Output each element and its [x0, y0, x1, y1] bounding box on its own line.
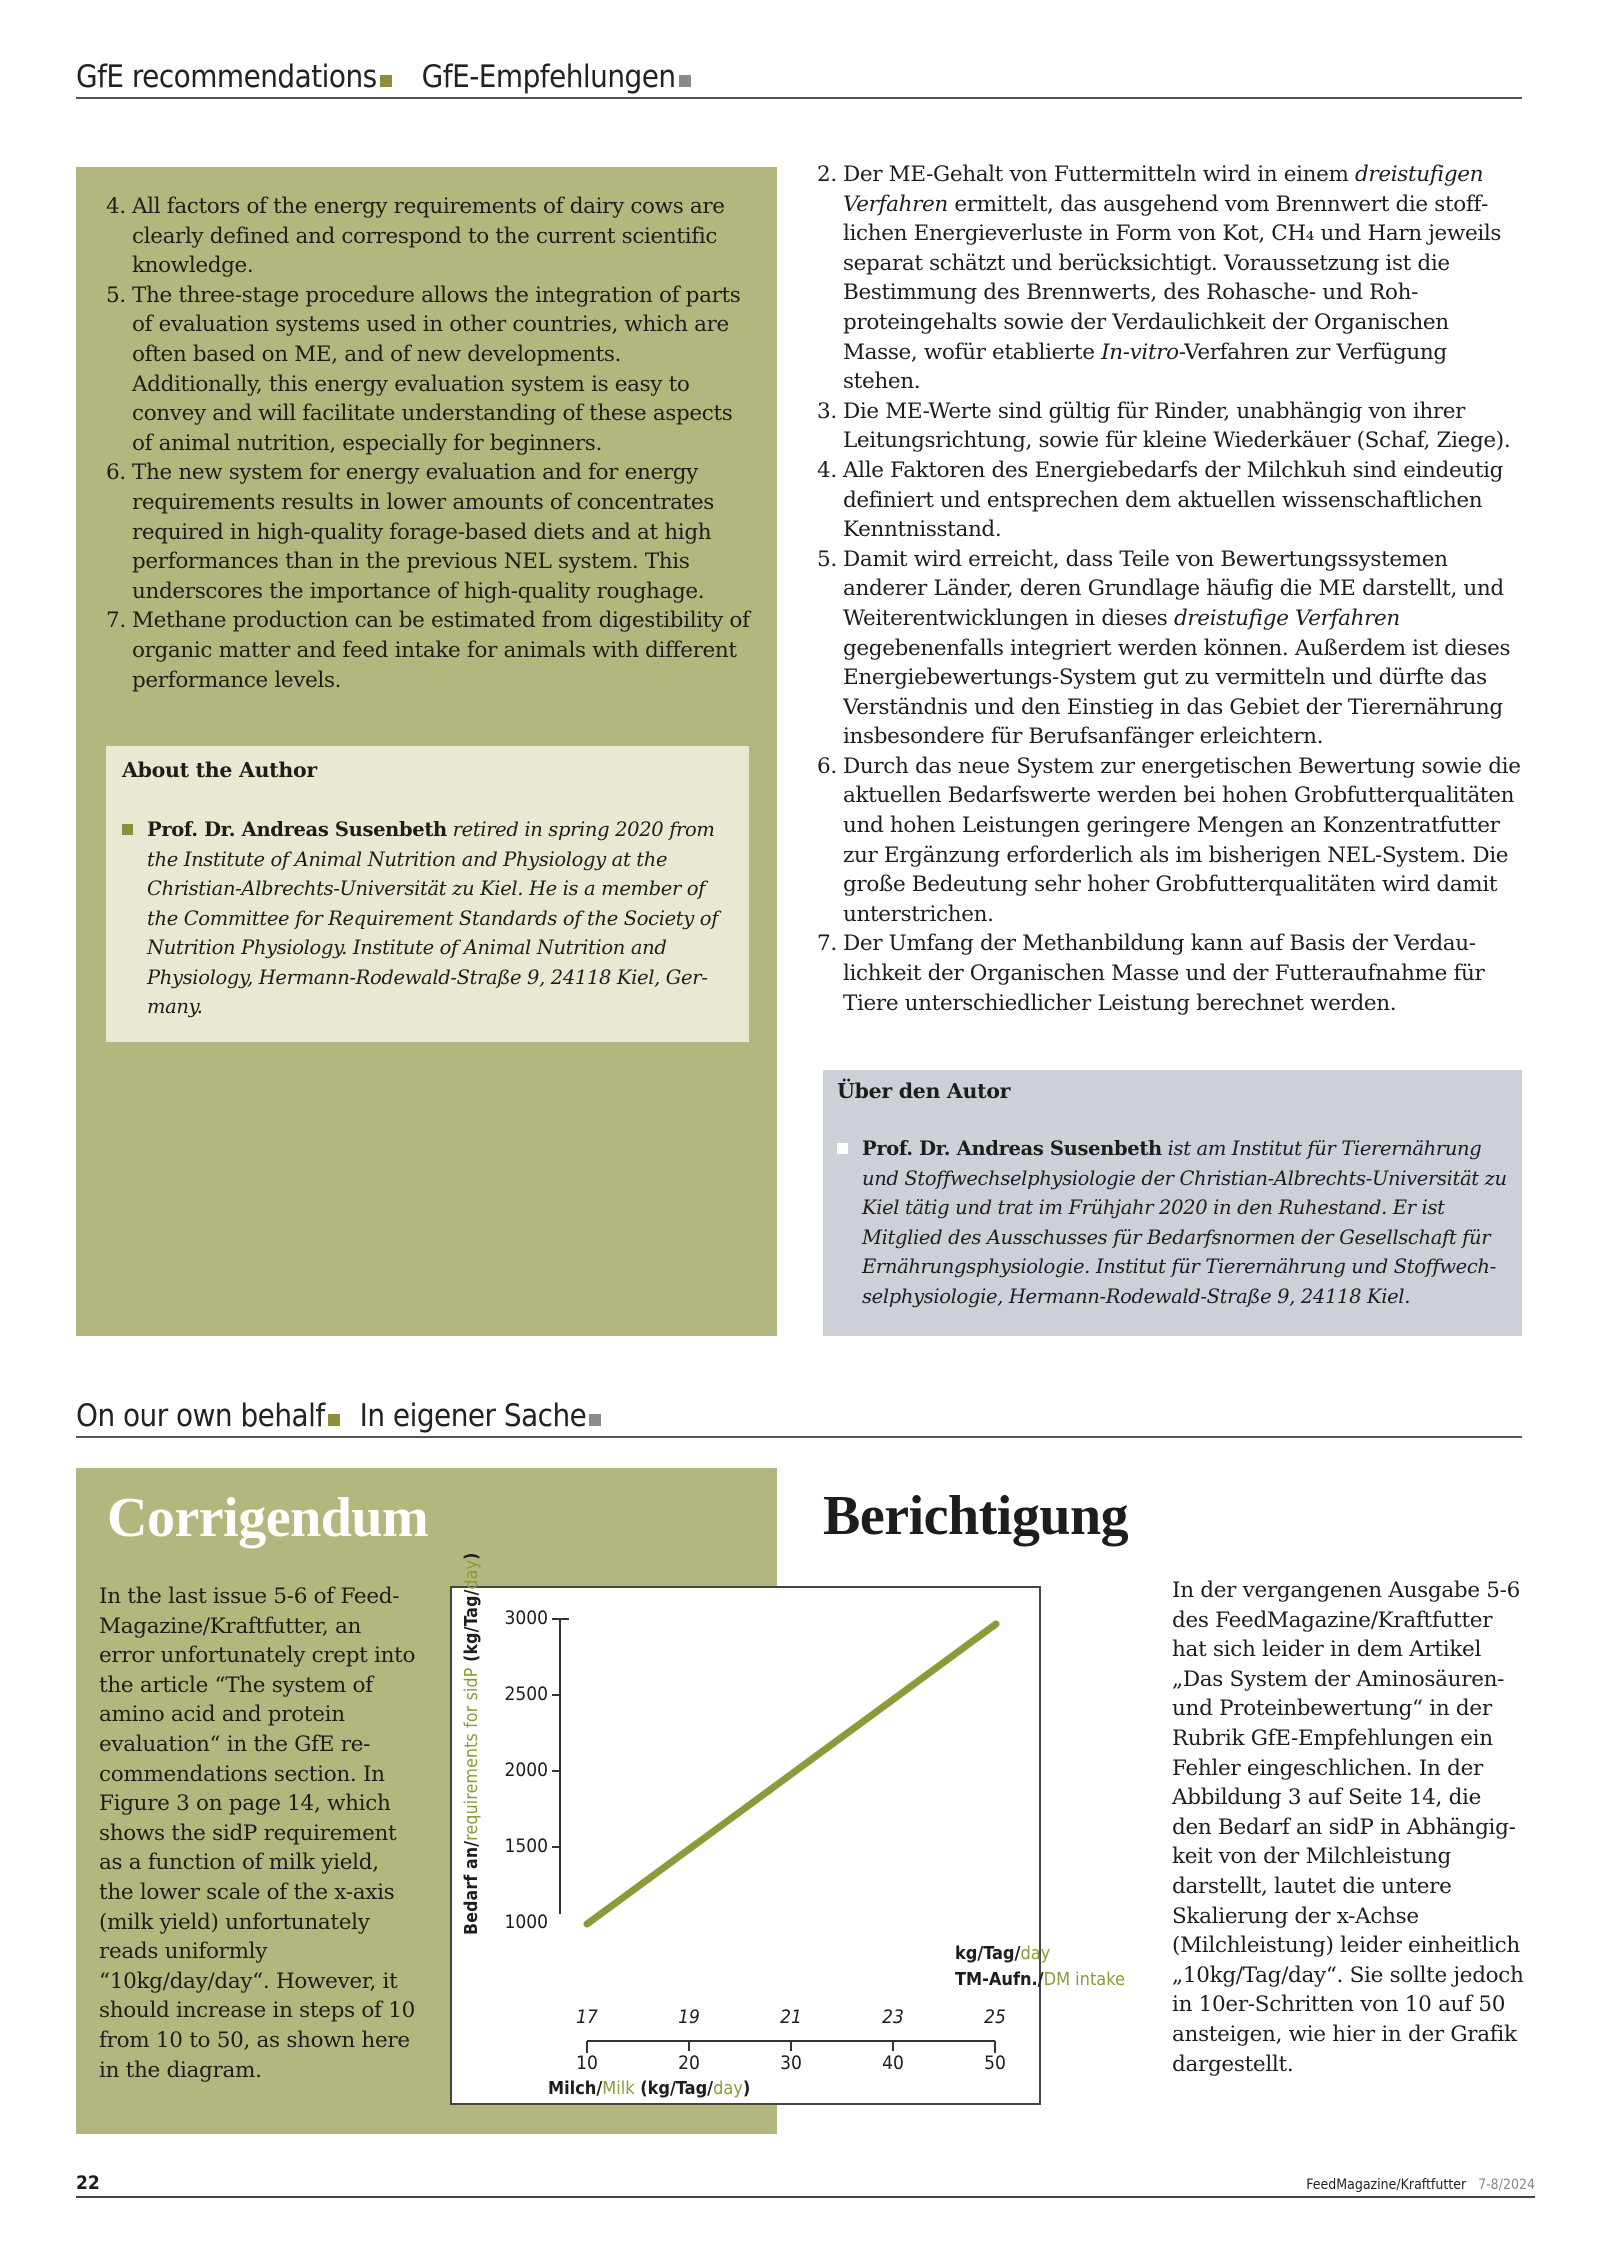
x2-tick-label: 25	[984, 2006, 1006, 2028]
x-tick-label: 20	[678, 2052, 700, 2074]
x-tick-label: 50	[984, 2052, 1006, 2074]
section-title-de: In eigener Sache	[359, 1398, 587, 1434]
author-name: Prof. Dr. Andreas Susenbeth	[862, 1137, 1162, 1160]
author-bio-en	[122, 815, 733, 1022]
author-bio-text: ist am Institut für Tierernährung und Stoffwechselphysiologie der Christian-Albrechts-Universität zu Kiel tätig und trat im Frühjahr 2020 in den Ruhestand. Er ist Mitglied des Ausschusses für Bedarfsnormen der Gesellschaft für Ernährungsphysiologie. Institut für Tierernährung und Stoffwechselphysiologie, Hermann-Rodewald-Straße 9, 24118 Kiel.	[862, 1137, 1507, 1308]
bullet-square-icon	[837, 1143, 848, 1154]
x-tick-label: 30	[780, 2052, 802, 2074]
german-list	[817, 160, 1527, 1018]
square-marker-icon	[679, 75, 691, 87]
corrigendum-title: Corrigendum	[107, 1487, 429, 1549]
list-item: 7. Methane production can be estimated from digestibility of organic matter and feed intake for animals with different performance levels.	[106, 608, 750, 693]
x-tick-label: 10	[576, 2052, 598, 2074]
section-header-gfe	[76, 58, 1522, 99]
section-title-en: On our own behalf	[76, 1398, 325, 1434]
y-tick-label: 1000	[504, 1911, 548, 1933]
list-item: 4. Alle Faktoren des Energiebedarfs der Milchkuh sind eindeutig definiert und entsprechen dem aktuellen wissenschaftlichen Kenntnisstand.	[817, 457, 1504, 543]
x2-tick-label: 19	[678, 2006, 700, 2028]
y-tick-label: 2000	[504, 1759, 548, 1781]
data-line	[587, 1624, 996, 1924]
list-item: 2. Der ME-Gehalt von Futtermitteln wird in einem dreistufigen Verfahren ermittelt, das ausgehend vom Brennwert die stofflichen Energieverluste in Form von Kot, CH₄ und Harn jeweils separat schätzt und berücksichtigt. Voraussetzung ist die Bestimmung des Brennwerts, des Rohasche- und Rohproteingehalts sowie der Verdaulichkeit der Organischen Masse, wofür etablierte In-vitro-Verfahren zur Verfügung stehen.	[817, 162, 1502, 395]
list-item: 3. Die ME-Werte sind gültig für Rinder, unabhängig von ihrer Leitungsrichtung, sowie für kleine Wiederkäuer (Schaf, Ziege).	[817, 398, 1511, 454]
list-item: 4. All factors of the energy requirements of dairy cows are clearly defined and correspond to the current scientific knowledge.	[106, 194, 725, 279]
y-axis-title: Bedarf an/requirements for sidP (kg/Tag/day)	[462, 1552, 482, 1935]
secondary-axis-title: TM-Aufn./DM intake	[955, 1969, 1125, 1990]
about-author-heading: Über den Autor	[837, 1079, 1011, 1103]
secondary-axis-unit: kg/Tag/day	[955, 1943, 1051, 1964]
issue-number: 7-8/2024	[1478, 2177, 1535, 2193]
publication-info	[1306, 2177, 1535, 2193]
about-author-box-en	[106, 746, 749, 1042]
list-item: 7. Der Umfang der Methanbildung kann auf Basis der Verdaulichkeit der Organischen Masse und der Futteraufnahme für Tiere unterschiedlicher Leistung berechnet werden.	[817, 931, 1485, 1016]
about-author-heading: About the Author	[122, 758, 317, 782]
section-header-own-behalf	[76, 1397, 1522, 1438]
x2-tick-label: 23	[882, 2006, 904, 2028]
list-item: 5. Damit wird erreicht, dass Teile von Bewertungssystemen anderer Länder, deren Grundlage häufig die ME darstellt, und Weiterentwicklungen in dieses dreistufige Verfahren gegebenenfalls integriert werden können. Außerdem ist dieses Energiebewertungs-System gut zu vermitteln und dürfte das Verständnis und den Einstieg in das Gebiet der Tierernährung insbesondere für Berufsanfänger erleichtern.	[817, 546, 1511, 750]
corrigendum-text-de: In der vergangenen Ausgabe 5-6 des FeedMagazine/Kraftfutter hat sich leider in dem Artikel „Das System der Aminosäuren- und Proteinbewertung“ in der Rubrik GfE-Empfehlungen ein Fehler eingeschlichen. In der Abbildung 3 auf Seite 14, die den Bedarf an sidP in Abhängigkeit von der Milchleistung darstellt, lautet die untere Skalierung der x-Achse (Milchleistung) leider einheitlich „10kg/Tag/day“. Sie sollte jedoch in 10er-Schritten von 10 auf 50 ansteigen, wie hier in der Grafik dargestellt.	[1172, 1578, 1524, 2077]
author-bio-de	[837, 1134, 1508, 1311]
publication-name: FeedMagazine/Kraftfutter	[1306, 2177, 1467, 2193]
english-summary-box	[76, 167, 777, 1336]
y-tick-label: 2500	[504, 1683, 548, 1705]
list-item: 6. Durch das neue System zur energetischen Bewertung sowie die aktuellen Bedarfswerte werden bei hohen Grobfutterqualitäten und hohen Leistungen geringere Mengen an Konzentratfutter zur Ergänzung erforderlich als im bisherigen NEL-System. Die große Bedeutung sehr hoher Grobfutterqualitäten wird damit unterstrichen.	[817, 753, 1521, 927]
y-tick-label: 3000	[504, 1607, 548, 1629]
corrigendum-text-en: In the last issue 5-6 of FeedMagazine/Kraftfutter, an error unfortunately crept into the article “The system of amino acid and protein evaluation“ in the GfE recommendations section. In Figure 3 on page 14, which shows the sidP requirement as a function of milk yield, the lower scale of the x-axis (milk yield) unfortunately reads uniformly “10kg/day/day“. However, it should increase in steps of 10 from 10 to 50, as shown here in the diagram.	[99, 1584, 416, 2083]
english-list	[106, 192, 751, 695]
x-axis-title: Milch/Milk (kg/Tag/day)	[548, 2078, 751, 2099]
footer-rule	[76, 2196, 1535, 2198]
bullet-square-icon	[122, 824, 133, 835]
square-marker-icon	[589, 1414, 601, 1426]
sidp-chart	[450, 1552, 1125, 2105]
list-item: 5. The three-stage procedure allows the integration of parts of evaluation systems used in other countries, which are often based on ME, and of new developments. Additionally, this energy evaluation system is easy to convey and will facilitate understanding of these aspects of animal nutrition, especially for beginners.	[106, 282, 741, 456]
about-author-box-de	[823, 1070, 1522, 1336]
y-tick-label: 1500	[504, 1835, 548, 1857]
section-title-en: GfE recommendations	[76, 59, 377, 95]
author-name: Prof. Dr. Andreas Susenbeth	[147, 818, 447, 841]
x2-tick-label: 21	[780, 2006, 802, 2028]
page-number: 22	[76, 2172, 100, 2194]
square-marker-icon	[328, 1414, 340, 1426]
section-title-de: GfE-Empfehlungen	[421, 59, 676, 95]
berichtigung-title: Berichtigung	[823, 1485, 1129, 1547]
x2-tick-label: 17	[576, 2006, 598, 2028]
square-marker-icon	[380, 75, 392, 87]
author-bio-text: retired in spring 2020 from the Institute of Animal Nutrition and Physiology at the Christian-Albrechts-Universität zu Kiel. He is a member of the Committee for Requirement Standards of the Society of Nutrition Physiology. Institute of Animal Nutrition and Physiology, Hermann-Rodewald-Straße 9, 24118 Kiel, Germany.	[147, 818, 719, 1018]
x-tick-label: 40	[882, 2052, 904, 2074]
list-item: 6. The new system for energy evaluation and for energy requirements results in lower amounts of concentrates required in high-quality forage-based diets and at high performances than in the previous NEL system. This underscores the importance of high-quality roughage.	[106, 460, 714, 604]
